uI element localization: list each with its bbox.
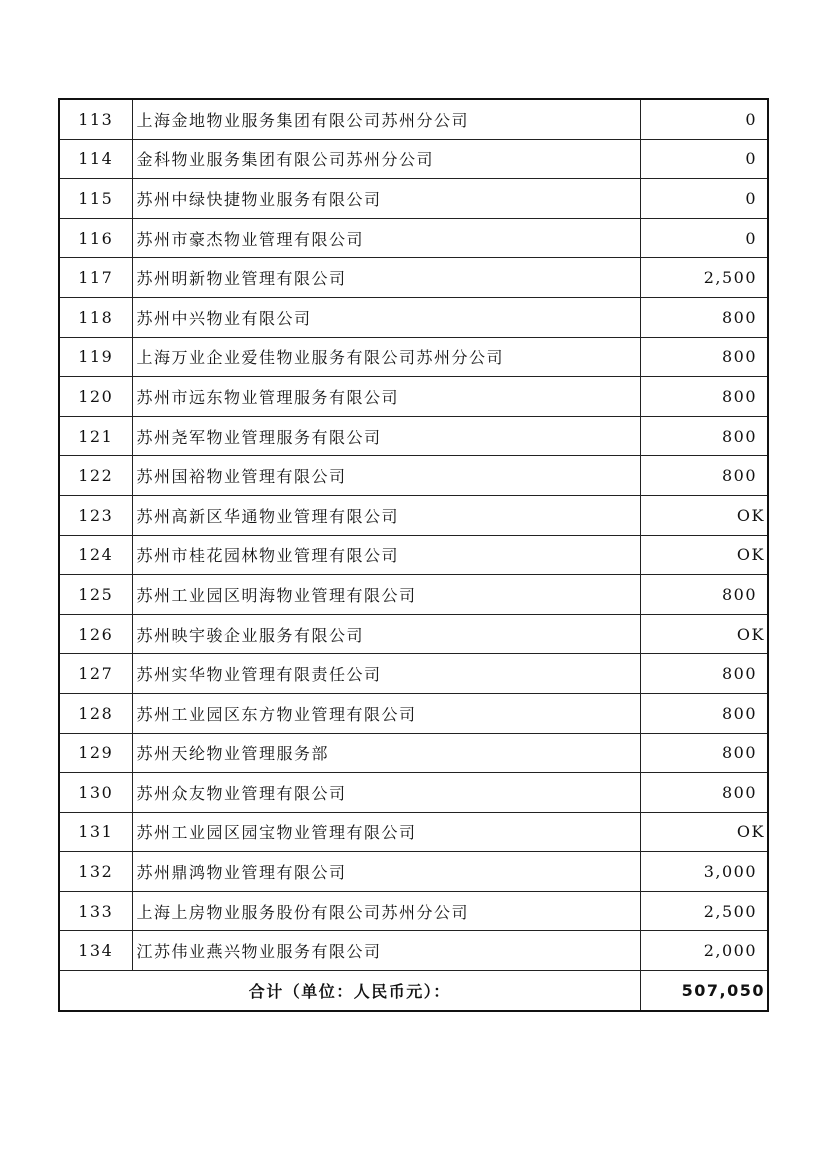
amount: OK [640,812,768,852]
row-number: 129 [59,733,132,773]
table-row [59,773,768,813]
amount: 2,500 [640,891,768,931]
row-number: 131 [59,812,132,852]
table-row [59,852,768,892]
table-row [59,931,768,971]
row-number: 123 [59,495,132,535]
table-row [59,495,768,535]
table-row [59,337,768,377]
table-row [59,139,768,179]
table-row [59,693,768,733]
amount: 2,000 [640,931,768,971]
amount: 2,500 [640,258,768,298]
amount: 800 [640,377,768,417]
company-name: 苏州鼎鸿物业管理有限公司 [132,852,640,892]
company-name: 苏州中兴物业有限公司 [132,297,640,337]
table-row [59,812,768,852]
table-row [59,99,768,139]
row-number: 130 [59,773,132,813]
company-name: 苏州工业园区园宝物业管理有限公司 [132,812,640,852]
amount: OK [640,495,768,535]
amount: 0 [640,99,768,139]
table-row [59,416,768,456]
amount: 800 [640,416,768,456]
donation-table [58,98,769,1012]
company-name: 上海上房物业服务股份有限公司苏州分公司 [132,891,640,931]
company-name: 金科物业服务集团有限公司苏州分公司 [132,139,640,179]
table-row [59,456,768,496]
amount: 0 [640,218,768,258]
row-number: 134 [59,931,132,971]
amount: 800 [640,456,768,496]
table-row [59,179,768,219]
company-name: 苏州高新区华通物业管理有限公司 [132,495,640,535]
row-number: 119 [59,337,132,377]
company-name: 苏州天纶物业管理服务部 [132,733,640,773]
row-number: 125 [59,575,132,615]
amount: 800 [640,773,768,813]
company-name: 苏州工业园区东方物业管理有限公司 [132,693,640,733]
total-label: 合计（单位：人民币元）： [59,971,640,1011]
row-number: 115 [59,179,132,219]
row-number: 113 [59,99,132,139]
table-row [59,575,768,615]
row-number: 124 [59,535,132,575]
table-row [59,297,768,337]
row-number: 120 [59,377,132,417]
row-number: 126 [59,614,132,654]
row-number: 128 [59,693,132,733]
total-row [59,971,768,1011]
row-number: 116 [59,218,132,258]
company-name: 苏州实华物业管理有限责任公司 [132,654,640,694]
row-number: 117 [59,258,132,298]
table-row [59,614,768,654]
table-row [59,258,768,298]
row-number: 118 [59,297,132,337]
company-name: 上海万业企业爱佳物业服务有限公司苏州分公司 [132,337,640,377]
row-number: 132 [59,852,132,892]
amount: 800 [640,575,768,615]
company-name: 苏州中绿快捷物业服务有限公司 [132,179,640,219]
row-number: 122 [59,456,132,496]
company-name: 苏州众友物业管理有限公司 [132,773,640,813]
table-row [59,535,768,575]
company-name: 苏州市远东物业管理服务有限公司 [132,377,640,417]
company-name: 苏州市豪杰物业管理有限公司 [132,218,640,258]
table-row [59,654,768,694]
amount: 800 [640,733,768,773]
table-row [59,377,768,417]
company-name: 苏州明新物业管理有限公司 [132,258,640,298]
amount: 3,000 [640,852,768,892]
table-row [59,733,768,773]
company-name: 苏州市桂花园林物业管理有限公司 [132,535,640,575]
row-number: 114 [59,139,132,179]
company-name: 苏州国裕物业管理有限公司 [132,456,640,496]
amount: 800 [640,693,768,733]
amount: 0 [640,179,768,219]
amount: 0 [640,139,768,179]
company-name: 江苏伟业燕兴物业服务有限公司 [132,931,640,971]
row-number: 127 [59,654,132,694]
row-number: 121 [59,416,132,456]
company-name: 苏州工业园区明海物业管理有限公司 [132,575,640,615]
table-row [59,218,768,258]
table-row [59,891,768,931]
table-body [59,99,768,1011]
amount: 800 [640,654,768,694]
amount: 800 [640,297,768,337]
amount: 800 [640,337,768,377]
row-number: 133 [59,891,132,931]
company-name: 苏州映宇骏企业服务有限公司 [132,614,640,654]
company-name: 上海金地物业服务集团有限公司苏州分公司 [132,99,640,139]
company-name: 苏州尧军物业管理服务有限公司 [132,416,640,456]
amount: OK [640,535,768,575]
total-amount: 507,050 [640,971,768,1011]
amount: OK [640,614,768,654]
